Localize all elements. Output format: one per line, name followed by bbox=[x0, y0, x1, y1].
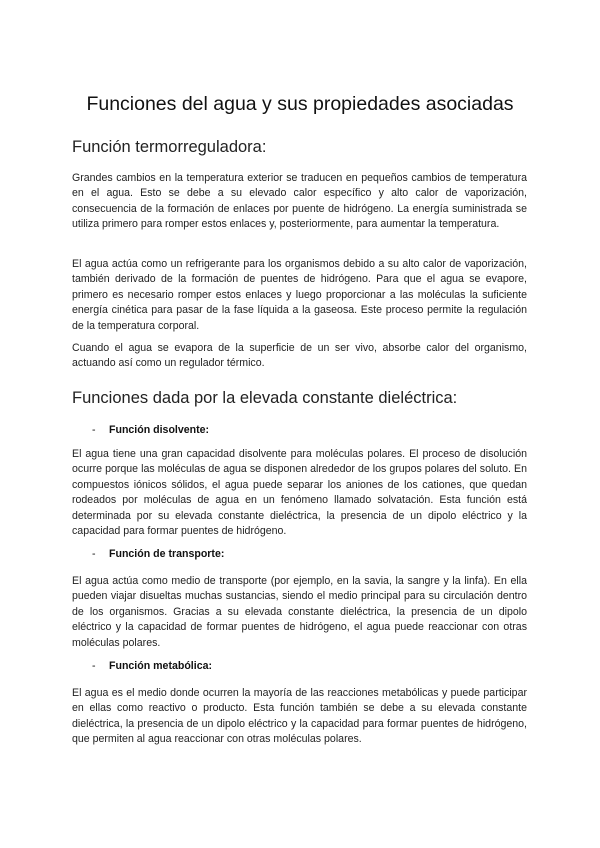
bullet-dash: - bbox=[92, 424, 96, 436]
subheading-funcion-disolvente bbox=[92, 423, 209, 438]
subheading-label: Función de transporte: bbox=[109, 548, 225, 560]
document-title: Funciones del agua y sus propiedades asociadas bbox=[86, 93, 514, 115]
subheading-funcion-metabolica bbox=[92, 659, 212, 674]
subheading-funcion-transporte bbox=[92, 547, 224, 562]
section-heading-constante-dielectrica: Funciones dada por la elevada constante dieléctrica: bbox=[72, 389, 458, 407]
paragraph-termorreguladora-2: El agua actúa como un refrigerante para los organismos debido a su alto calor de vaporización, también derivado de la formación de puentes de hidrógeno. Para que el agua se evapore, primero es necesario romper estos enlaces y luego proporcionar a las moléculas la suficiente energía cinética para pasar de la fase líquida a la gaseosa. Este proceso permite la regulación de la temperatura corporal. bbox=[72, 258, 527, 332]
subheading-label: Función disolvente: bbox=[109, 424, 210, 436]
paragraph-termorreguladora-1: Grandes cambios en la temperatura exterior se traducen en pequeños cambios de temperatura en el agua. Esto se debe a su elevado calor específico y alto calor de vaporización, consecuencia de la formación de enlaces por puente de hidrógeno. La energía suministrada se utiliza primero para romper estos enlaces y, posteriormente, para aumentar la temperatura. bbox=[72, 172, 527, 231]
paragraph-funcion-disolvente: El agua tiene una gran capacidad disolvente para moléculas polares. El proceso de disolución ocurre porque las moléculas de agua se disponen alrededor de los grupos polares del soluto. En compuestos iónicos sólidos, el agua puede separar los aniones de los cationes, que quedan rodeados por moléculas de agua en un fenómeno llamado solvatación. Esta función está determinada por su elevada constante dieléctrica, la presencia de un dipolo eléctrico y la capacidad para formar puentes de hidrógeno. bbox=[72, 448, 527, 538]
paragraph-funcion-metabolica: El agua es el medio donde ocurren la mayoría de las reacciones metabólicas y puede participar en ellas como reactivo o producto. Esta función también se debe a su elevada constante dieléctrica, la presencia de un dipolo eléctrico y la capacidad para formar puentes de hidrógeno, que permiten al agua reaccionar con otras moléculas polares. bbox=[72, 687, 527, 746]
section-heading-termorreguladora: Función termorreguladora: bbox=[72, 138, 267, 156]
bullet-dash: - bbox=[92, 548, 96, 560]
paragraph-funcion-transporte: El agua actúa como medio de transporte (por ejemplo, en la savia, la sangre y la linfa). En ella pueden viajar disueltas muchas sustancias, siendo el medio principal para su circulación dentro de los organismos. Gracias a su elevada constante dieléctrica, la presencia de un dipolo eléctrico y la capacidad de formar puentes de hidrógeno, el agua puede reaccionar con otras moléculas polares. bbox=[72, 575, 527, 649]
paragraph-termorreguladora-3: Cuando el agua se evapora de la superficie de un ser vivo, absorbe calor del organismo, actuando así como un regulador térmico. bbox=[72, 342, 527, 370]
bullet-dash: - bbox=[92, 660, 96, 672]
subheading-label: Función metabólica: bbox=[109, 660, 213, 672]
